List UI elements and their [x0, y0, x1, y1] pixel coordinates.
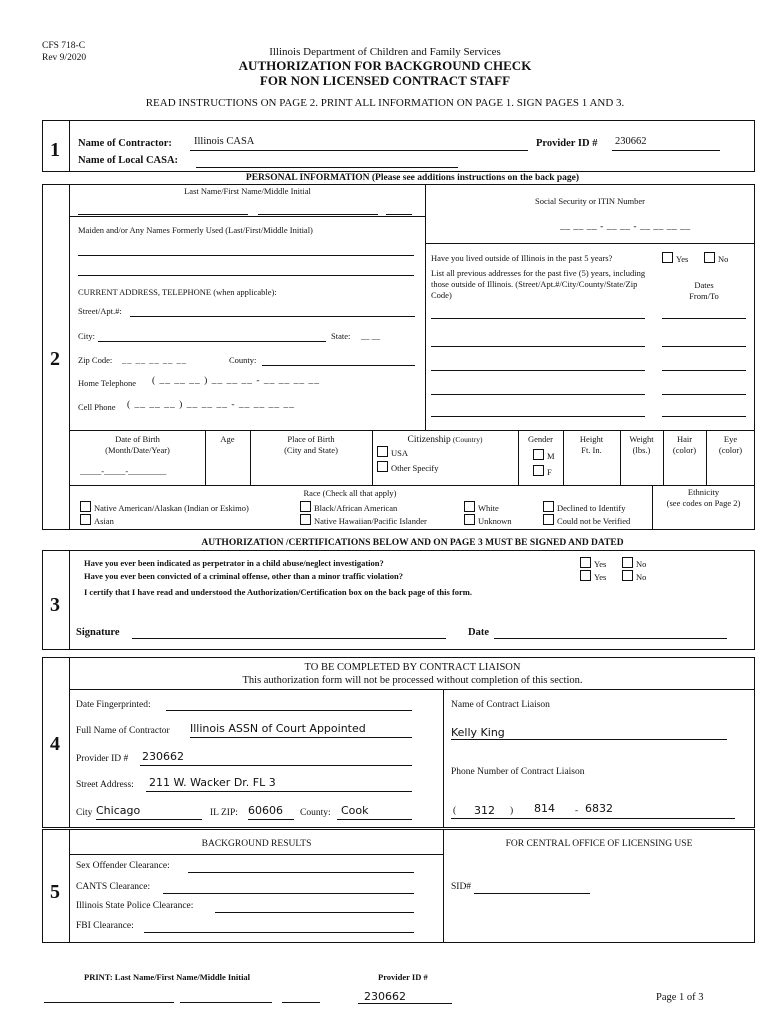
form-title-2: FOR NON LICENSED CONTRACT STAFF: [259, 73, 511, 88]
prev-address-field-3[interactable]: [431, 364, 645, 371]
sid-field[interactable]: [474, 882, 590, 894]
footer-provider-field[interactable]: [358, 990, 452, 1004]
hair-label: Hair (color): [672, 434, 697, 455]
maiden-names-label: Maiden and/or Any Names Formerly Used (Last/First/Middle Initial): [78, 225, 313, 235]
first-name-field[interactable]: [258, 206, 378, 215]
race-white-option[interactable]: White: [464, 501, 499, 513]
section-number-4: 4: [50, 733, 60, 755]
contractor-name-label: Name of Contractor:: [78, 138, 172, 149]
zip-value-4: 60606: [248, 804, 283, 817]
criminal-no-option[interactable]: No: [622, 570, 646, 582]
phone-prefix-value: 814: [534, 802, 555, 815]
maiden-name-field-2[interactable]: [78, 265, 414, 276]
background-results-heading: BACKGROUND RESULTS: [201, 839, 312, 849]
ethnicity-label: Ethnicity (see codes on Page 2): [666, 487, 741, 508]
certify-text: I certify that I have read and understood the Authorization/Certification box on the back page of this form.: [84, 587, 472, 597]
cants-field[interactable]: [163, 882, 414, 894]
agency-name: Illinois Department of Children and Family Services: [269, 46, 501, 58]
prev-address-field-2[interactable]: [431, 340, 645, 347]
city-label: City:: [78, 331, 96, 341]
citizenship-usa-checkbox[interactable]: [377, 446, 388, 457]
current-address-label: CURRENT ADDRESS, TELEPHONE (when applicable):: [78, 287, 277, 297]
contractor-name-value: Illinois CASA: [194, 136, 255, 147]
county-value-4: Cook: [341, 804, 369, 817]
abuse-no-option[interactable]: No: [622, 557, 646, 569]
abuse-question: Have you ever been indicated as perpetrator in a child abuse/neglect investigation?: [84, 558, 384, 568]
race-asian-option[interactable]: Asian: [80, 514, 114, 526]
date-label: Date: [468, 627, 489, 638]
county-label: County:: [229, 355, 257, 365]
dob-field[interactable]: _____-_____-_________: [80, 466, 167, 476]
street-address-label: Street Address:: [76, 780, 134, 790]
sid-label: SID#: [451, 882, 472, 892]
section4-provider-label: Provider ID #: [76, 754, 129, 764]
home-telephone-label: Home Telephone: [78, 378, 137, 388]
provider-id-field[interactable]: [612, 136, 720, 151]
street-address-value: 211 W. Wacker Dr. FL 3: [149, 776, 276, 789]
il-zip-label: IL ZIP:: [210, 808, 238, 818]
fbi-label: FBI Clearance:: [76, 921, 134, 931]
provider-id-value: 230662: [615, 136, 647, 147]
local-casa-label: Name of Local CASA:: [78, 155, 179, 166]
date-fingerprinted-field[interactable]: [166, 698, 412, 711]
contractor-name-field[interactable]: [190, 136, 528, 151]
phone-dash: -: [575, 806, 579, 816]
form-id: CFS 718-C: [42, 41, 86, 51]
provider-id-label: Provider ID #: [536, 138, 598, 149]
instructions: READ INSTRUCTIONS ON PAGE 2. PRINT ALL INFORMATION ON PAGE 1. SIGN PAGES 1 AND 3.: [145, 97, 625, 109]
footer-provider-label: Provider ID #: [378, 972, 428, 982]
ssn-field[interactable]: __ __ __ - __ __ - __ __ __ __: [560, 222, 691, 232]
home-telephone-field[interactable]: ( __ __ __ ) __ __ __ - __ __ __ __: [152, 376, 320, 386]
citizenship-other-option[interactable]: Other Specify: [377, 461, 438, 473]
race-black-checkbox[interactable]: [300, 501, 311, 512]
prev-address-field-4[interactable]: [431, 388, 645, 395]
liaison-phone-label: Phone Number of Contract Liaison: [451, 767, 585, 777]
liaison-name-value: Kelly King: [451, 726, 505, 739]
date-field[interactable]: [494, 626, 727, 639]
previous-addresses-label: List all previous addresses for the past five (5) years, including those outside of Illinois. (Street/Apt.#/City/County/State/Zip Code): [431, 268, 646, 300]
race-declined-option[interactable]: Declined to Identify: [543, 501, 625, 513]
full-name-field[interactable]: [190, 722, 412, 738]
print-middle-initial-field[interactable]: [282, 992, 320, 1003]
county-field-4[interactable]: [337, 804, 412, 820]
city-label-4: City: [76, 808, 93, 818]
eye-label: Eye (color): [718, 434, 743, 455]
ssn-label: Social Security or ITIN Number: [535, 196, 645, 206]
county-field[interactable]: [262, 355, 415, 366]
footer-provider-value: 230662: [364, 990, 406, 1003]
outside-no-option[interactable]: No: [704, 252, 728, 264]
gender-m-option[interactable]: M: [533, 449, 555, 461]
liaison-name-field[interactable]: [451, 726, 727, 740]
section4-provider-value: 230662: [142, 750, 184, 763]
criminal-yes-checkbox[interactable]: [580, 570, 591, 581]
section-number-3: 3: [50, 594, 60, 616]
revision-date: Rev 9/2020: [42, 53, 87, 63]
race-hawaiian-option[interactable]: Native Hawaiian/Pacific Islander: [300, 514, 427, 526]
outside-yes-checkbox[interactable]: [662, 252, 673, 263]
date-fingerprinted-label: Date Fingerprinted:: [76, 700, 151, 710]
section4-provider-field[interactable]: [140, 750, 412, 766]
prev-address-field-1[interactable]: [431, 312, 645, 319]
age-label: Age: [220, 434, 235, 444]
cell-phone-label: Cell Phone: [78, 402, 116, 412]
section-number-5: 5: [50, 881, 60, 903]
race-not-verified-option[interactable]: Could not be Verified: [543, 514, 630, 526]
abuse-no-checkbox[interactable]: [622, 557, 633, 568]
criminal-yes-option[interactable]: Yes: [580, 570, 606, 582]
isp-label: Illinois State Police Clearance:: [76, 901, 194, 911]
race-heading: Race (Check all that apply): [303, 488, 397, 498]
citizenship-usa-option[interactable]: USA: [377, 446, 408, 458]
dates-label: Dates From/To: [689, 280, 719, 301]
phone-line-value: 6832: [585, 802, 613, 815]
signature-field[interactable]: [132, 626, 446, 639]
personal-info-heading: PERSONAL INFORMATION (Please see additions instructions on the back page): [245, 173, 580, 183]
citizenship-label: Citizenship (Country): [407, 435, 483, 445]
local-casa-field[interactable]: [196, 155, 458, 168]
print-name-label: PRINT: Last Name/First Name/Middle Initial: [84, 972, 251, 982]
state-field[interactable]: __ __: [361, 331, 381, 341]
phone-paren-close: ): [510, 806, 514, 816]
criminal-no-checkbox[interactable]: [622, 570, 633, 581]
section-number-2: 2: [50, 348, 60, 370]
form-header: [0, 46, 770, 88]
print-last-name-field[interactable]: [44, 992, 174, 1003]
dob-label: Date of Birth (Month/Date/Year): [105, 434, 170, 455]
zip-label: Zip Code:: [78, 355, 113, 365]
fbi-field[interactable]: [144, 921, 414, 933]
citizenship-other-checkbox[interactable]: [377, 461, 388, 472]
maiden-name-field-1[interactable]: [78, 245, 414, 256]
height-label: Height Ft. In.: [579, 434, 604, 455]
liaison-heading: TO BE COMPLETED BY CONTRACT LIAISON This authorization form will not be processed without completion of this section.: [242, 662, 583, 686]
abuse-yes-checkbox[interactable]: [580, 557, 591, 568]
phone-area-value: 312: [474, 804, 495, 817]
zip-field[interactable]: __ __ __ __ __: [122, 355, 187, 365]
gender-m-checkbox[interactable]: [533, 449, 544, 460]
race-not-verified-checkbox[interactable]: [543, 514, 554, 525]
street-label: Street/Apt.#:: [78, 306, 122, 316]
gender-f-checkbox[interactable]: [533, 465, 544, 476]
race-unknown-option[interactable]: Unknown: [464, 514, 512, 526]
weight-label: Weight (lbs.): [629, 434, 654, 455]
section-number-1: 1: [50, 139, 60, 161]
city-field[interactable]: [98, 331, 326, 342]
race-native-american-checkbox[interactable]: [80, 501, 91, 512]
gender-label: Gender: [527, 434, 553, 444]
pob-label: Place of Birth (City and State): [284, 434, 338, 455]
signature-label: Signature: [76, 627, 120, 638]
outside-yes-option[interactable]: Yes: [662, 252, 688, 264]
sex-offender-field[interactable]: [188, 861, 414, 873]
prev-address-field-5[interactable]: [431, 410, 645, 417]
outside-illinois-question: Have you lived outside of Illinois in the past 5 years?: [431, 253, 613, 263]
full-name-label: Full Name of Contractor: [76, 726, 170, 736]
liaison-name-label: Name of Contract Liaison: [451, 700, 550, 710]
abuse-yes-option[interactable]: Yes: [580, 557, 606, 569]
central-office-heading: FOR CENTRAL OFFICE OF LICENSING USE: [505, 839, 693, 849]
race-unknown-checkbox[interactable]: [464, 514, 475, 525]
street-address-field[interactable]: [146, 776, 412, 792]
race-declined-checkbox[interactable]: [543, 501, 554, 512]
print-first-name-field[interactable]: [180, 992, 272, 1003]
prev-dates-field-5[interactable]: [662, 410, 746, 417]
isp-field[interactable]: [215, 901, 414, 913]
race-white-checkbox[interactable]: [464, 501, 475, 512]
county-label-4: County:: [300, 808, 331, 818]
page-number: Page 1 of 3: [656, 992, 704, 1003]
middle-initial-field[interactable]: [386, 206, 412, 215]
city-value-4: Chicago: [96, 804, 141, 817]
race-asian-checkbox[interactable]: [80, 514, 91, 525]
phone-paren-open: (: [453, 806, 457, 816]
prev-dates-field-1[interactable]: [662, 312, 746, 319]
authorization-heading: AUTHORIZATION /CERTIFICATIONS BELOW AND ON PAGE 3 MUST BE SIGNED AND DATED: [201, 538, 624, 548]
name-label: Last Name/First Name/Middle Initial: [184, 186, 311, 196]
prev-dates-field-3[interactable]: [662, 364, 746, 371]
criminal-question: Have you ever been convicted of a criminal offense, other than a minor traffic violation?: [84, 571, 403, 581]
state-label: State:: [331, 331, 351, 341]
form-title-1: AUTHORIZATION FOR BACKGROUND CHECK: [238, 58, 532, 73]
cants-label: CANTS Clearance:: [76, 882, 151, 892]
last-name-field[interactable]: [78, 206, 248, 215]
sex-offender-label: Sex Offender Clearance:: [76, 861, 170, 871]
prev-dates-field-2[interactable]: [662, 340, 746, 347]
cell-phone-field[interactable]: ( __ __ __ ) __ __ __ - __ __ __ __: [127, 400, 295, 410]
prev-dates-field-4[interactable]: [662, 388, 746, 395]
gender-f-option[interactable]: F: [533, 465, 552, 477]
full-name-value: Illinois ASSN of Court Appointed: [190, 722, 366, 735]
street-field[interactable]: [130, 306, 415, 317]
outside-no-checkbox[interactable]: [704, 252, 715, 263]
race-black-option[interactable]: Black/African American: [300, 501, 397, 513]
zip-field-4[interactable]: [248, 804, 294, 820]
race-hawaiian-checkbox[interactable]: [300, 514, 311, 525]
city-field-4[interactable]: [96, 804, 202, 820]
race-native-american-option[interactable]: Native American/Alaskan (Indian or Eskimo): [80, 501, 249, 513]
